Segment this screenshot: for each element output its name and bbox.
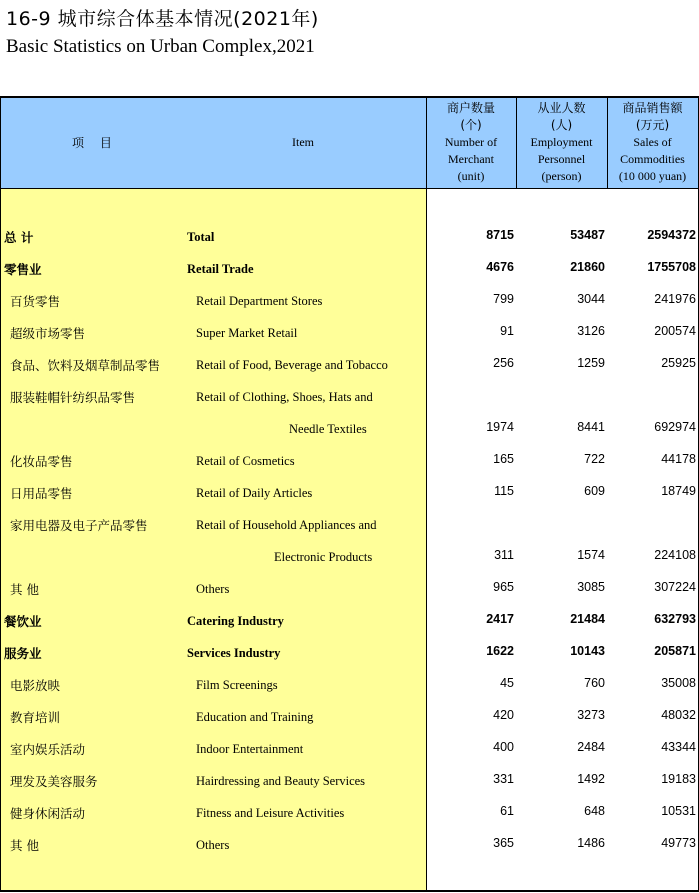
sales-value: 35008 <box>661 676 696 690</box>
sales-value: 25925 <box>661 356 696 370</box>
row-label-cn: 服装鞋帽针纺织品零售 <box>10 390 136 405</box>
sales-value: 48032 <box>661 708 696 722</box>
row-label-cn: 服务业 <box>4 646 42 661</box>
table-row <box>0 797 699 829</box>
header-rule <box>0 188 699 189</box>
table-row <box>0 573 699 605</box>
merchants-value: 400 <box>493 740 514 754</box>
employment-value: 3044 <box>577 292 605 306</box>
sales-value: 2594372 <box>647 228 696 242</box>
row-label-cn: 化妆品零售 <box>10 454 73 469</box>
employment-value: 21860 <box>570 260 605 274</box>
row-label-en: Catering Industry <box>187 614 284 628</box>
employment-value: 760 <box>584 676 605 690</box>
row-label-cn: 总 计 <box>4 230 34 245</box>
row-label-en: Fitness and Leisure Activities <box>196 806 345 820</box>
row-label-en-continued: Needle Textiles <box>289 422 367 436</box>
row-label-en: Retail Department Stores <box>196 294 323 308</box>
merchants-value: 2417 <box>486 612 514 626</box>
row-label-en: Retail Trade <box>187 262 254 276</box>
employment-value: 8441 <box>577 420 605 434</box>
employment-value: 2484 <box>577 740 605 754</box>
header-employment-unit-cn: (人) <box>550 118 573 132</box>
employment-value: 1259 <box>577 356 605 370</box>
header-sales-en: Commodities <box>620 152 685 166</box>
table-row <box>0 669 699 701</box>
employment-value: 1492 <box>577 772 605 786</box>
row-label-en-continued: Electronic Products <box>274 550 373 564</box>
row-label-cn: 百货零售 <box>10 294 61 309</box>
sales-value: 49773 <box>661 836 696 850</box>
header-sales <box>607 100 698 185</box>
merchants-value: 1622 <box>486 644 514 658</box>
employment-value: 21484 <box>570 612 605 626</box>
header-item-en: Item <box>292 135 314 149</box>
merchants-value: 8715 <box>486 228 514 242</box>
sales-value: 43344 <box>661 740 696 754</box>
row-label-cn: 日用品零售 <box>10 486 73 501</box>
sales-value: 44178 <box>661 452 696 466</box>
table-title-en: Basic Statistics on Urban Complex,2021 <box>6 36 315 57</box>
row-label-en: Retail of Food, Beverage and Tobacco <box>196 358 388 372</box>
table-row <box>0 381 699 445</box>
sales-value: 200574 <box>654 324 696 338</box>
header-employment-unit-en: (person) <box>541 169 582 183</box>
header-employment <box>516 100 607 185</box>
sales-value: 241976 <box>654 292 696 306</box>
merchants-value: 256 <box>493 356 514 370</box>
employment-value: 722 <box>584 452 605 466</box>
table-row <box>0 765 699 797</box>
header-merchants-en: Number of <box>444 135 498 149</box>
row-label-en: Hairdressing and Beauty Services <box>196 774 366 788</box>
top-rule <box>0 96 699 98</box>
header-employment-en: Personnel <box>537 152 586 166</box>
header-sales-en: Sales of <box>633 135 672 149</box>
sales-value: 19183 <box>661 772 696 786</box>
table-row <box>0 701 699 733</box>
employment-value: 3085 <box>577 580 605 594</box>
header-employment-en: Employment <box>530 135 593 149</box>
row-label-en: Others <box>196 582 230 596</box>
header-merchants-unit-cn: (个) <box>460 118 482 132</box>
row-label-en: Total <box>187 230 215 244</box>
row-label-en: Super Market Retail <box>196 326 298 340</box>
table-row <box>0 349 699 381</box>
merchants-value: 1974 <box>486 420 514 434</box>
employment-value: 3273 <box>577 708 605 722</box>
header-merchants-unit-en: (unit) <box>457 169 485 183</box>
employment-value: 3126 <box>577 324 605 338</box>
table-row <box>0 221 699 253</box>
row-label-en: Retail of Daily Articles <box>196 486 313 500</box>
row-label-cn: 电影放映 <box>10 678 61 693</box>
table-row <box>0 477 699 509</box>
merchants-value: 331 <box>493 772 514 786</box>
sales-value: 18749 <box>661 484 696 498</box>
header-sales-unit-en: (10 000 yuan) <box>618 169 687 183</box>
sales-value: 224108 <box>654 548 696 562</box>
employment-value: 648 <box>584 804 605 818</box>
merchants-value: 965 <box>493 580 514 594</box>
merchants-value: 4676 <box>486 260 514 274</box>
row-label-cn: 教育培训 <box>10 710 61 725</box>
row-label-en: Services Industry <box>187 646 281 660</box>
merchants-value: 91 <box>500 324 514 338</box>
table-row <box>0 509 699 573</box>
merchants-value: 61 <box>500 804 514 818</box>
statistics-table <box>0 96 699 893</box>
merchants-value: 365 <box>493 836 514 850</box>
merchants-value: 45 <box>500 676 514 690</box>
header-sales-cn: 商品销售额 <box>622 101 683 115</box>
row-label-cn: 餐饮业 <box>4 614 42 629</box>
merchants-value: 311 <box>494 548 514 562</box>
header-sales-unit-cn: (万元) <box>635 118 670 132</box>
table-row <box>0 445 699 477</box>
header-employment-cn: 从业人数 <box>537 101 586 115</box>
table-title-cn: 16-9 城市综合体基本情况(2021年) <box>6 8 319 30</box>
row-label-cn: 健身休闲活动 <box>10 806 86 821</box>
employment-value: 10143 <box>570 644 605 658</box>
merchants-value: 115 <box>494 484 514 498</box>
employment-value: 1486 <box>577 836 605 850</box>
header-item-cn: 项 目 <box>72 136 118 150</box>
table-row <box>0 317 699 349</box>
table-row <box>0 829 699 861</box>
employment-value: 609 <box>584 484 605 498</box>
employment-value: 1574 <box>577 548 605 562</box>
table-row <box>0 637 699 669</box>
row-label-cn: 室内娱乐活动 <box>10 742 86 757</box>
table-row <box>0 605 699 637</box>
row-label-en: Others <box>196 838 230 852</box>
bottom-rule <box>0 890 699 892</box>
table-row <box>0 285 699 317</box>
row-label-cn: 零售业 <box>4 262 42 277</box>
row-label-en: Retail of Clothing, Shoes, Hats and <box>196 390 373 404</box>
sales-value: 10531 <box>661 804 696 818</box>
merchants-value: 799 <box>493 292 514 306</box>
header-merchants <box>426 100 516 185</box>
merchants-value: 420 <box>493 708 514 722</box>
table-row <box>0 733 699 765</box>
sales-value: 307224 <box>654 580 696 594</box>
row-label-cn: 食品、饮料及烟草制品零售 <box>10 358 161 373</box>
row-label-cn: 理发及美容服务 <box>10 774 98 789</box>
row-label-en: Retail of Household Appliances and <box>196 518 377 532</box>
row-label-cn: 家用电器及电子产品零售 <box>10 518 148 533</box>
merchants-value: 165 <box>493 452 514 466</box>
row-label-en: Education and Training <box>196 710 314 724</box>
header-merchants-cn: 商户数量 <box>446 101 495 115</box>
row-label-en: Indoor Entertainment <box>196 742 304 756</box>
employment-value: 53487 <box>570 228 605 242</box>
header-merchants-en: Merchant <box>448 152 494 166</box>
sales-value: 632793 <box>654 612 696 626</box>
sales-value: 1755708 <box>647 260 696 274</box>
row-label-cn: 其 他 <box>10 582 39 597</box>
sales-value: 692974 <box>654 420 696 434</box>
row-label-en: Retail of Cosmetics <box>196 454 295 468</box>
table-row <box>0 253 699 285</box>
row-label-en: Film Screenings <box>196 678 278 692</box>
row-label-cn: 其 他 <box>10 838 39 853</box>
sales-value: 205871 <box>654 644 696 658</box>
row-label-cn: 超级市场零售 <box>10 326 86 341</box>
